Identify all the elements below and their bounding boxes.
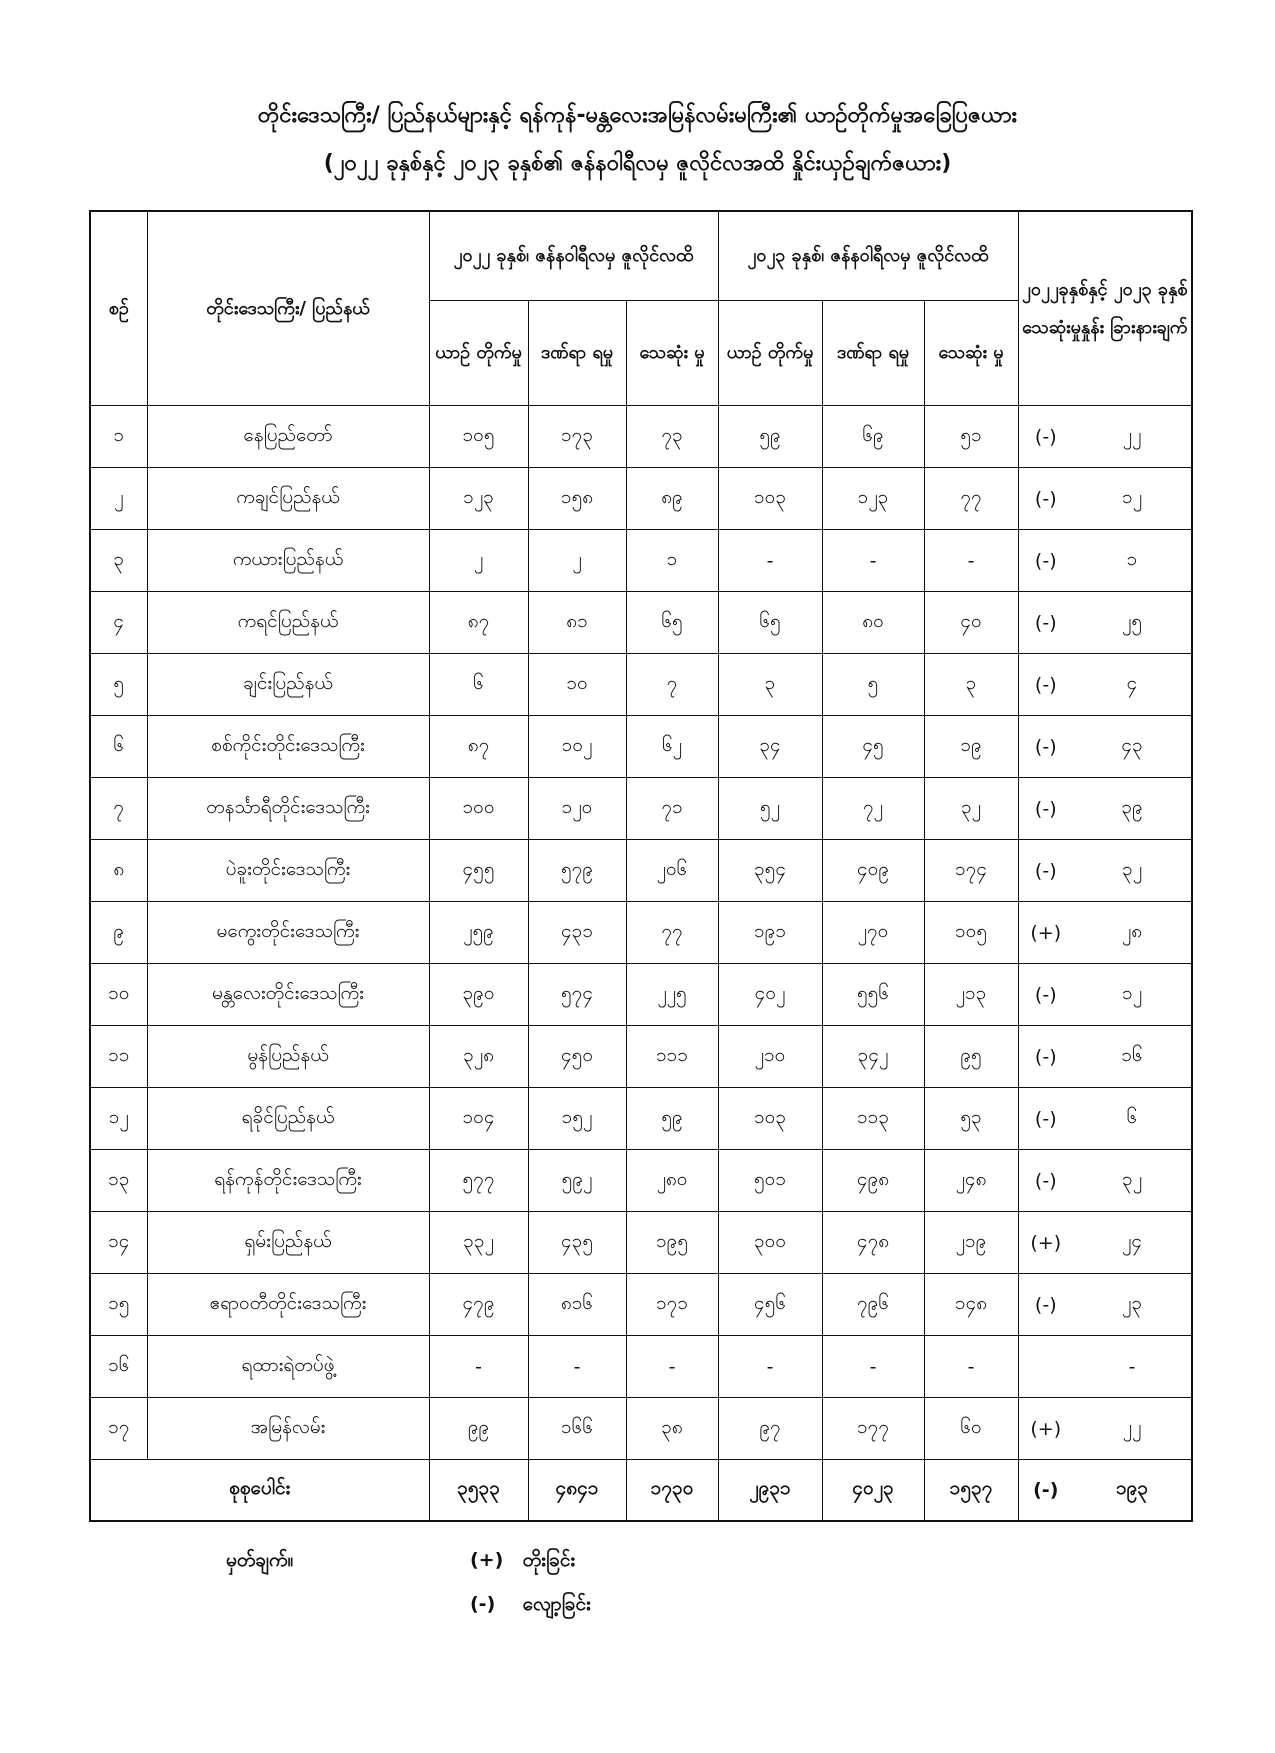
cell-change-sign (1018, 1336, 1073, 1398)
cell-death-difference: ၄ (1073, 654, 1192, 716)
cell-injured-2022: ၁၀ (528, 654, 626, 716)
cell-deaths-2023: ၆၀ (924, 1398, 1018, 1460)
note-label: မှတ်ချက်။ (226, 1549, 294, 1571)
cell-death-difference: ၁ (1073, 530, 1192, 592)
cell-accidents-2022: ၂၅၉ (429, 902, 528, 964)
cell-injured-2023: ၃၄၂ (822, 1026, 924, 1088)
cell-deaths-2022: ၃၈ (626, 1398, 718, 1460)
cell-change-sign: (-) (1018, 468, 1073, 530)
cell-deaths-2022: ၇၇ (626, 902, 718, 964)
cell-accidents-2022: ၃၃၂ (429, 1212, 528, 1274)
cell-death-difference: - (1073, 1336, 1192, 1398)
cell-deaths-2022: ၈၉ (626, 468, 718, 530)
cell-death-difference: ၂၄ (1073, 1212, 1192, 1274)
cell-deaths-2022: ၁၇၁ (626, 1274, 718, 1336)
cell-death-difference: ၂၂ (1073, 406, 1192, 468)
cell-deaths-2022: ၆၂ (626, 716, 718, 778)
cell-accidents-2023: ၄၅၆ (718, 1274, 822, 1336)
cell-region: နေပြည်တော် (147, 406, 429, 468)
cell-accidents-2022: ၆ (429, 654, 528, 716)
cell-change-sign: (-) (1018, 964, 1073, 1026)
cell-change-sign: (-) (1018, 1026, 1073, 1088)
header-region: တိုင်းဒေသကြီး/ ပြည်နယ် (147, 211, 429, 406)
cell-injured-2022: ၁၅၈ (528, 468, 626, 530)
cell-accidents-2023: ၃ (718, 654, 822, 716)
cell-injured-2022: ၄၃၅ (528, 1212, 626, 1274)
cell-deaths-2022: ၁၉၅ (626, 1212, 718, 1274)
cell-accidents-2022: ၁၂၃ (429, 468, 528, 530)
cell-injured-2023: ၁၁၃ (822, 1088, 924, 1150)
cell-change-sign: (+) (1018, 1212, 1073, 1274)
cell-no: ၁၀ (90, 964, 147, 1026)
cell-injured-2022: ၈၁၆ (528, 1274, 626, 1336)
cell-region: အမြန်လမ်း (147, 1398, 429, 1460)
cell-injured-2022: ၁၅၂ (528, 1088, 626, 1150)
cell-accidents-2023: ၂၁၀ (718, 1026, 822, 1088)
cell-deaths-2023: ၁၄၈ (924, 1274, 1018, 1336)
cell-accidents-2023: - (718, 530, 822, 592)
table-row (90, 592, 1192, 654)
cell-deaths-2022: - (626, 1336, 718, 1398)
table-row (90, 1274, 1192, 1336)
cell-injured-2022: ၄၅၀ (528, 1026, 626, 1088)
cell-change-sign: (-) (1018, 1150, 1073, 1212)
cell-injured-2023: ၄၅ (822, 716, 924, 778)
cell-accidents-2023: - (718, 1336, 822, 1398)
table-row (90, 840, 1192, 902)
cell-region: ရန်ကုန်တိုင်းဒေသကြီး (147, 1150, 429, 1212)
cell-accidents-2022: - (429, 1336, 528, 1398)
table-row (90, 530, 1192, 592)
cell-injured-2022: ၅၉၂ (528, 1150, 626, 1212)
note-minus-mark: (-) (470, 1593, 496, 1615)
cell-injured-2022: ၈၁ (528, 592, 626, 654)
table-row (90, 1026, 1192, 1088)
cell-deaths-2023: ၄၀ (924, 592, 1018, 654)
cell-death-difference: ၁၆ (1073, 1026, 1192, 1088)
cell-death-difference: ၂၈ (1073, 902, 1192, 964)
table-body (90, 406, 1192, 1522)
cell-region: ရှမ်းပြည်နယ် (147, 1212, 429, 1274)
cell-deaths-2023: ၅၃ (924, 1088, 1018, 1150)
header-period-2022: ၂၀၂၂ ခုနှစ်၊ ဇန်နဝါရီလမှ ဇူလိုင်လထိ (429, 211, 718, 301)
cell-accidents-2023: ၆၅ (718, 592, 822, 654)
total-row (90, 1460, 1192, 1522)
cell-region: ရခိုင်ပြည်နယ် (147, 1088, 429, 1150)
cell-accidents-2023: ၃၄ (718, 716, 822, 778)
cell-injured-2022: ၁၀၂ (528, 716, 626, 778)
cell-no: ၃ (90, 530, 147, 592)
cell-region: မွန်ပြည်နယ် (147, 1026, 429, 1088)
note-plus (470, 1548, 575, 1576)
cell-change-sign: (-) (1018, 1274, 1073, 1336)
cell-accidents-2022: ၉၉ (429, 1398, 528, 1460)
cell-injured-2022: - (528, 1336, 626, 1398)
cell-no: ၉ (90, 902, 147, 964)
cell-death-difference: ၁၂ (1073, 964, 1192, 1026)
cell-no: ၁၄ (90, 1212, 147, 1274)
note-minus-text: လျော့ခြင်း (522, 1593, 591, 1615)
header-accidents-2023: ယာဉ် တိုက်မှု (718, 301, 822, 406)
note-minus (470, 1592, 591, 1620)
page-title: တိုင်းဒေသကြီး/ ပြည်နယ်များနှင့် ရန်ကုန်-မန္တလေးအမြန်လမ်းမကြီး၏ ယာဉ်တိုက်မှုအခြေပြဇယား (257, 103, 1018, 128)
total-injured-2023: ၄၀၂၃ (822, 1460, 924, 1522)
cell-region: ကယားပြည်နယ် (147, 530, 429, 592)
cell-injured-2023: ၂၇၀ (822, 902, 924, 964)
cell-injured-2023: ၄၉၈ (822, 1150, 924, 1212)
cell-accidents-2022: ၅၇၇ (429, 1150, 528, 1212)
cell-accidents-2023: ၅၉ (718, 406, 822, 468)
cell-deaths-2022: ၆၅ (626, 592, 718, 654)
cell-injured-2023: ၄၇၈ (822, 1212, 924, 1274)
cell-death-difference: ၂၅ (1073, 592, 1192, 654)
cell-no: ၁၃ (90, 1150, 147, 1212)
cell-region: ကရင်ပြည်နယ် (147, 592, 429, 654)
cell-change-sign: (-) (1018, 778, 1073, 840)
page-subtitle: (၂၀၂၂ ခုနှစ်နှင့် ၂၀၂၃ ခုနှစ်၏ ဇန်နဝါရီလမှ ဇူလိုင်လအထိ နှိုင်းယှဉ်ချက်ဇယား) (323, 151, 952, 176)
cell-death-difference: ၂၃ (1073, 1274, 1192, 1336)
cell-region: ချင်းပြည်နယ် (147, 654, 429, 716)
cell-injured-2023: ၇၂ (822, 778, 924, 840)
cell-deaths-2023: ၁၇၄ (924, 840, 1018, 902)
cell-accidents-2022: ၁၀၀ (429, 778, 528, 840)
cell-deaths-2023: ၃၂ (924, 778, 1018, 840)
cell-change-sign: (+) (1018, 1398, 1073, 1460)
cell-deaths-2023: ၂၁၃ (924, 964, 1018, 1026)
cell-injured-2023: ၁၇၇ (822, 1398, 924, 1460)
cell-deaths-2023: ၂၁၉ (924, 1212, 1018, 1274)
cell-accidents-2022: ၈၇ (429, 592, 528, 654)
cell-accidents-2022: ၃၂၈ (429, 1026, 528, 1088)
header-accidents-2022: ယာဉ် တိုက်မှု (429, 301, 528, 406)
cell-deaths-2023: ၇၇ (924, 468, 1018, 530)
cell-accidents-2023: ၅၂ (718, 778, 822, 840)
cell-no: ၁၇ (90, 1398, 147, 1460)
table-row (90, 1088, 1192, 1150)
cell-deaths-2023: - (924, 530, 1018, 592)
cell-deaths-2023: ၁၀၅ (924, 902, 1018, 964)
total-accidents-2023: ၂၉၃၁ (718, 1460, 822, 1522)
cell-no: ၁ (90, 406, 147, 468)
cell-death-difference: ၃၂ (1073, 1150, 1192, 1212)
header-injured-2023: ဒဏ်ရာ ရမှု (822, 301, 924, 406)
cell-change-sign: (-) (1018, 654, 1073, 716)
cell-death-difference: ၂၂ (1073, 1398, 1192, 1460)
header-period-2023: ၂၀၂၃ ခုနှစ်၊ ဇန်နဝါရီလမှ ဇူလိုင်လထိ (718, 211, 1018, 301)
cell-death-difference: ၃၉ (1073, 778, 1192, 840)
total-label: စုစုပေါင်း (90, 1460, 429, 1522)
cell-deaths-2022: ၁ (626, 530, 718, 592)
cell-no: ၈ (90, 840, 147, 902)
cell-accidents-2022: ၃၉၀ (429, 964, 528, 1026)
table-row (90, 1150, 1192, 1212)
cell-injured-2023: ၇၉၆ (822, 1274, 924, 1336)
cell-injured-2022: ၂ (528, 530, 626, 592)
cell-no: ၂ (90, 468, 147, 530)
cell-accidents-2022: ၄၅၅ (429, 840, 528, 902)
cell-accidents-2022: ၈၇ (429, 716, 528, 778)
cell-deaths-2023: - (924, 1336, 1018, 1398)
total-deaths-2023: ၁၅၃၇ (924, 1460, 1018, 1522)
total-death-difference: ၁၉၃ (1073, 1460, 1192, 1522)
cell-accidents-2022: ၂ (429, 530, 528, 592)
cell-region: စစ်ကိုင်းတိုင်းဒေသကြီး (147, 716, 429, 778)
header-deaths-2022: သေဆုံး မှု (626, 301, 718, 406)
cell-injured-2023: - (822, 530, 924, 592)
cell-injured-2022: ၁၇၃ (528, 406, 626, 468)
cell-region: ဧရာဝတီတိုင်းဒေသကြီး (147, 1274, 429, 1336)
cell-region: တနင်္သာရီတိုင်းဒေသကြီး (147, 778, 429, 840)
cell-no: ၆ (90, 716, 147, 778)
header-deaths-2023: သေဆုံး မှု (924, 301, 1018, 406)
cell-death-difference: ၆ (1073, 1088, 1192, 1150)
cell-deaths-2023: ၁၉ (924, 716, 1018, 778)
cell-region: မန္တလေးတိုင်းဒေသကြီး (147, 964, 429, 1026)
cell-deaths-2022: ၂၀၆ (626, 840, 718, 902)
total-deaths-2022: ၁၇၃၀ (626, 1460, 718, 1522)
note-plus-mark: (+) (470, 1549, 504, 1571)
table-row (90, 716, 1192, 778)
table-row (90, 1336, 1192, 1398)
total-accidents-2022: ၃၅၃၃ (429, 1460, 528, 1522)
table-row (90, 406, 1192, 468)
cell-accidents-2023: ၃၀၀ (718, 1212, 822, 1274)
cell-no: ၁၆ (90, 1336, 147, 1398)
cell-injured-2022: ၄၃၁ (528, 902, 626, 964)
cell-region: ပဲခူးတိုင်းဒေသကြီး (147, 840, 429, 902)
cell-no: ၁၅ (90, 1274, 147, 1336)
cell-change-sign: (-) (1018, 592, 1073, 654)
cell-change-sign: (-) (1018, 530, 1073, 592)
cell-injured-2023: ၅ (822, 654, 924, 716)
cell-injured-2023: ၁၂၃ (822, 468, 924, 530)
header-injured-2022: ဒဏ်ရာ ရမှု (528, 301, 626, 406)
cell-no: ၁၂ (90, 1088, 147, 1150)
cell-deaths-2022: ၂၈၀ (626, 1150, 718, 1212)
cell-accidents-2023: ၉၇ (718, 1398, 822, 1460)
cell-region: ကချင်ပြည်နယ် (147, 468, 429, 530)
cell-change-sign: (-) (1018, 840, 1073, 902)
table-row (90, 964, 1192, 1026)
table-row (90, 654, 1192, 716)
cell-injured-2023: ၄၀၉ (822, 840, 924, 902)
cell-no: ၁၁ (90, 1026, 147, 1088)
cell-accidents-2023: ၄၀၂ (718, 964, 822, 1026)
cell-region: ရထားရဲတပ်ဖွဲ့ (147, 1336, 429, 1398)
cell-no: ၄ (90, 592, 147, 654)
cell-deaths-2022: ၇၁ (626, 778, 718, 840)
cell-injured-2023: ၅၅၆ (822, 964, 924, 1026)
cell-region: မကွေးတိုင်းဒေသကြီး (147, 902, 429, 964)
header-no: စဉ် (90, 211, 147, 406)
cell-injured-2022: ၅၇၉ (528, 840, 626, 902)
cell-change-sign: (+) (1018, 902, 1073, 964)
note-plus-text: တိုးခြင်း (522, 1549, 576, 1571)
table-row (90, 778, 1192, 840)
cell-deaths-2022: ၁၁၁ (626, 1026, 718, 1088)
accident-table (89, 210, 1193, 1522)
header-comparison: ၂၀၂၂ခုနှစ်နှင့် ၂၀၂၃ ခုနှစ် သေဆုံးမှုနှုန်း ခြားနားချက် (1018, 211, 1192, 406)
cell-accidents-2023: ၁၀၃ (718, 468, 822, 530)
cell-deaths-2023: ၅၁ (924, 406, 1018, 468)
cell-deaths-2023: ၂၄၈ (924, 1150, 1018, 1212)
cell-accidents-2023: ၅၀၁ (718, 1150, 822, 1212)
cell-death-difference: ၄၃ (1073, 716, 1192, 778)
cell-change-sign: (-) (1018, 716, 1073, 778)
total-injured-2022: ၄၈၄၁ (528, 1460, 626, 1522)
cell-accidents-2022: ၁၀၄ (429, 1088, 528, 1150)
table-row (90, 1398, 1192, 1460)
cell-deaths-2022: ၅၉ (626, 1088, 718, 1150)
table-row (90, 468, 1192, 530)
cell-accidents-2022: ၁၀၅ (429, 406, 528, 468)
total-change-sign: (-) (1018, 1460, 1073, 1522)
cell-change-sign: (-) (1018, 406, 1073, 468)
cell-accidents-2023: ၁၀၃ (718, 1088, 822, 1150)
cell-accidents-2022: ၄၇၉ (429, 1274, 528, 1336)
cell-injured-2023: ၆၉ (822, 406, 924, 468)
table-row (90, 1212, 1192, 1274)
cell-death-difference: ၃၂ (1073, 840, 1192, 902)
cell-no: ၅ (90, 654, 147, 716)
table-row (90, 902, 1192, 964)
cell-deaths-2022: ၇၃ (626, 406, 718, 468)
cell-accidents-2023: ၁၉၁ (718, 902, 822, 964)
cell-accidents-2023: ၃၅၄ (718, 840, 822, 902)
cell-injured-2022: ၅၇၄ (528, 964, 626, 1026)
cell-injured-2023: - (822, 1336, 924, 1398)
cell-change-sign: (-) (1018, 1088, 1073, 1150)
cell-injured-2022: ၁၆၆ (528, 1398, 626, 1460)
cell-injured-2023: ၈၀ (822, 592, 924, 654)
cell-deaths-2023: ၉၅ (924, 1026, 1018, 1088)
cell-death-difference: ၁၂ (1073, 468, 1192, 530)
cell-deaths-2022: ၂၂၅ (626, 964, 718, 1026)
cell-deaths-2023: ၃ (924, 654, 1018, 716)
cell-injured-2022: ၁၂၀ (528, 778, 626, 840)
cell-no: ၇ (90, 778, 147, 840)
cell-deaths-2022: ၇ (626, 654, 718, 716)
